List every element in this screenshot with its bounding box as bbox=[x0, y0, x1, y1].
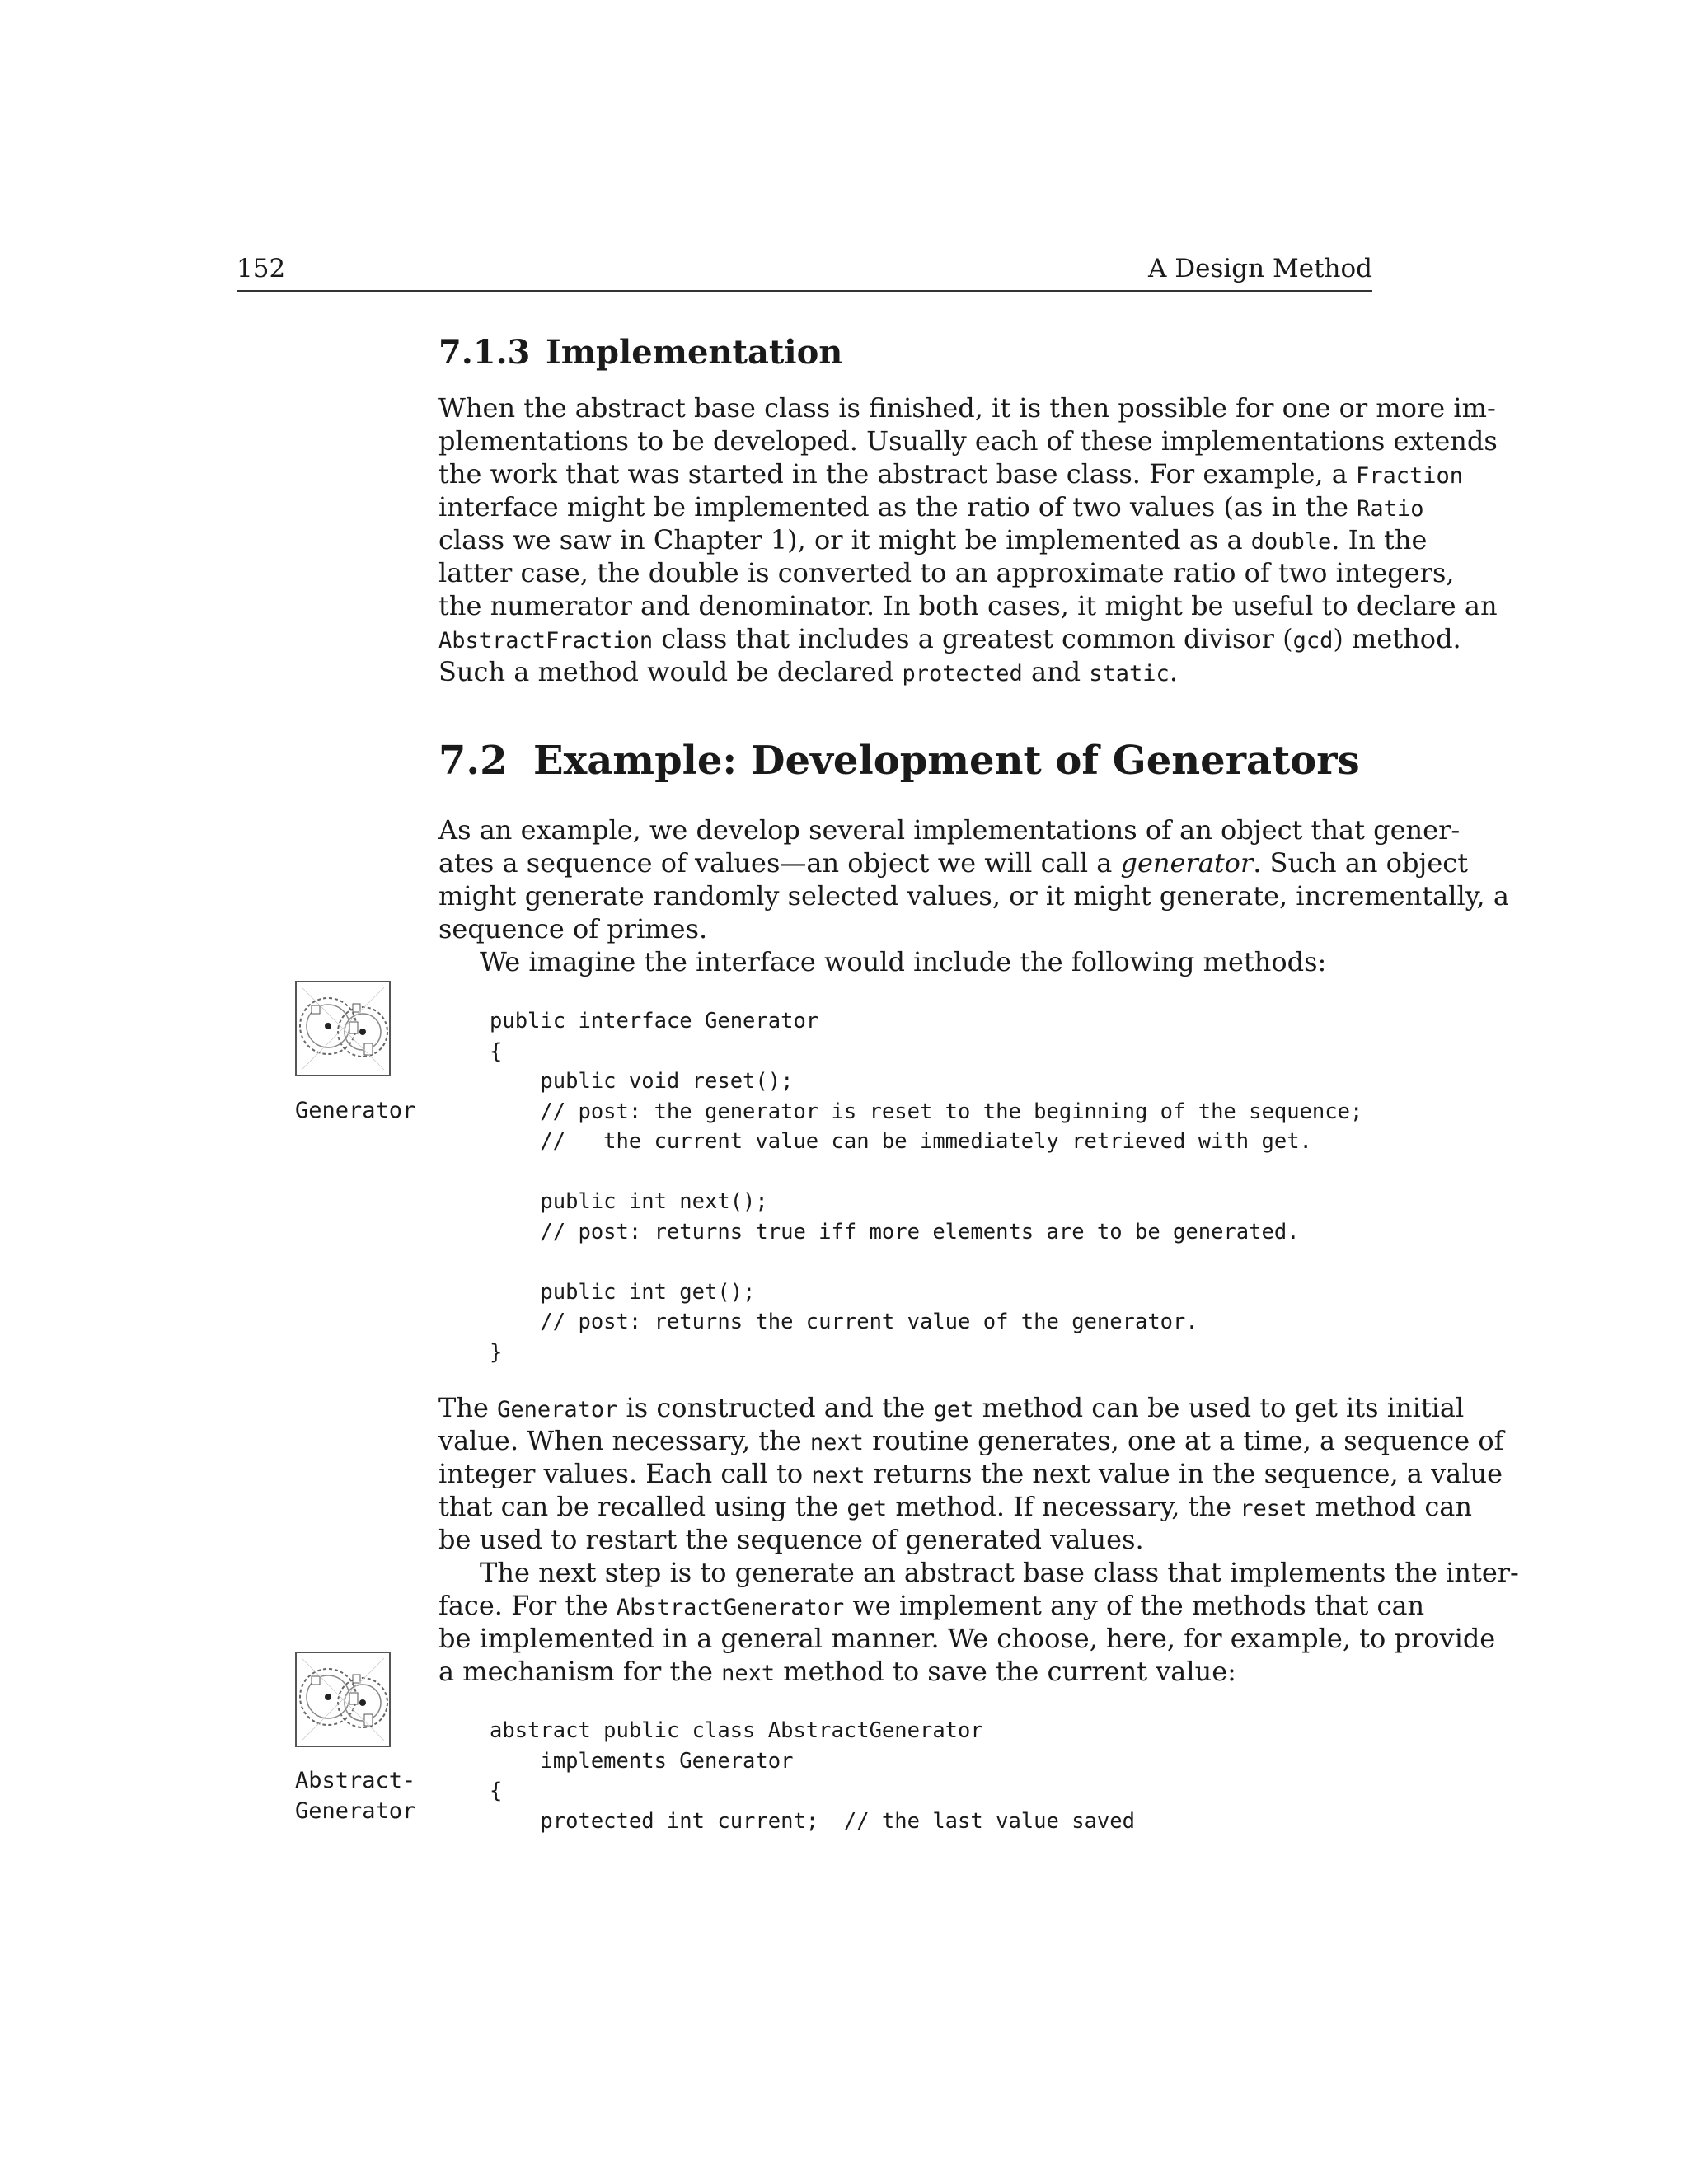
inline-code: gcd bbox=[1292, 628, 1334, 654]
text-line bbox=[438, 1490, 1472, 1523]
text-run: we implement any of the methods that can bbox=[844, 1590, 1425, 1621]
text-run: method can bbox=[1306, 1491, 1472, 1522]
inline-code: Fraction bbox=[1355, 463, 1464, 489]
inline-code: double bbox=[1250, 529, 1332, 555]
text-line bbox=[438, 490, 1424, 523]
text-run: might generate randomly selected values, or it might generate, incrementally, a bbox=[438, 880, 1509, 912]
text-line bbox=[438, 879, 1509, 912]
subsection-title: Implementation bbox=[546, 333, 843, 372]
text-run: . In the bbox=[1331, 524, 1428, 555]
code-line: // the current value can be immediately retrieved with get. bbox=[490, 1129, 1312, 1154]
text-line bbox=[438, 556, 1455, 589]
inline-code: Generator bbox=[497, 1397, 618, 1422]
text-line bbox=[438, 846, 1469, 879]
inline-code: Ratio bbox=[1357, 496, 1424, 522]
code-line: implements Generator bbox=[490, 1748, 794, 1774]
text-run: is constructed and the bbox=[617, 1392, 934, 1423]
text-run: When the abstract base class is finished, it is then possible for one or more im- bbox=[438, 392, 1496, 424]
text-run: the work that was started in the abstract base class. For example, a bbox=[438, 458, 1356, 490]
text-run: method. If necessary, the bbox=[887, 1491, 1240, 1522]
text-run: . Such an object bbox=[1253, 847, 1469, 879]
abstract-generator-code bbox=[490, 1716, 1135, 1836]
inline-code: get bbox=[846, 1496, 888, 1521]
text-run: ates a sequence of values—an object we will call a bbox=[438, 847, 1121, 879]
text-line bbox=[438, 622, 1461, 655]
code-line: // post: returns true iff more elements are to be generated. bbox=[490, 1219, 1300, 1244]
code-line bbox=[490, 1157, 1362, 1188]
text-line bbox=[438, 1622, 1496, 1655]
implementation-paragraph bbox=[438, 391, 1498, 688]
section-heading bbox=[438, 738, 1360, 784]
text-run: We imagine the interface would include the following methods: bbox=[480, 946, 1327, 977]
text-line bbox=[438, 1556, 1519, 1589]
text-run: interface might be implemented as the ratio of two values (as in the bbox=[438, 491, 1357, 523]
code-line: public interface Generator bbox=[490, 1009, 819, 1033]
subsection-heading bbox=[438, 333, 842, 372]
text-run: method can be used to get its initial bbox=[973, 1392, 1465, 1423]
inline-code: AbstractGenerator bbox=[616, 1595, 845, 1620]
generators-intro-paragraph bbox=[438, 813, 1509, 978]
code-line bbox=[490, 1247, 1362, 1277]
text-line bbox=[438, 1457, 1503, 1490]
text-run: that can be recalled using the bbox=[438, 1491, 847, 1522]
text-run: method to save the current value: bbox=[775, 1656, 1236, 1687]
text-run: be implemented in a general manner. We choose, here, for example, to provide bbox=[438, 1623, 1496, 1654]
inline-code: next bbox=[811, 1463, 865, 1488]
code-line: public int get(); bbox=[490, 1279, 756, 1305]
generator-gear-icon bbox=[295, 981, 391, 1076]
text-run: class that includes a greatest common divisor ( bbox=[653, 623, 1293, 654]
section-number: 7.2 bbox=[438, 738, 508, 784]
text-run: integer values. Each call to bbox=[438, 1458, 812, 1489]
running-header-title: A Design Method bbox=[1148, 254, 1372, 284]
text-run: Such a method would be declared bbox=[438, 656, 903, 687]
text-run: routine generates, one at a time, a sequence of bbox=[863, 1425, 1504, 1456]
text-run: the numerator and denominator. In both cases, it might be useful to declare an bbox=[438, 590, 1498, 621]
text-line bbox=[438, 523, 1428, 556]
text-line bbox=[438, 1523, 1372, 1556]
text-run: plementations to be developed. Usually each of these implementations extends bbox=[438, 425, 1498, 457]
text-run: The bbox=[438, 1392, 498, 1423]
text-run: As an example, we develop several implementations of an object that gener- bbox=[438, 814, 1461, 846]
inline-code: next bbox=[809, 1430, 864, 1455]
code-line: public int next(); bbox=[490, 1189, 768, 1214]
text-line bbox=[438, 1391, 1465, 1424]
text-line bbox=[438, 945, 1372, 978]
inline-code: protected bbox=[902, 661, 1023, 687]
text-run: class we saw in Chapter 1), or it might be implemented as a bbox=[438, 524, 1251, 555]
page-number: 152 bbox=[237, 254, 286, 284]
text-run: sequence of primes. bbox=[438, 913, 708, 944]
inline-code: AbstractFraction bbox=[438, 628, 654, 654]
text-line bbox=[438, 1655, 1372, 1688]
code-line: } bbox=[490, 1339, 503, 1365]
inline-code: static bbox=[1089, 661, 1170, 687]
code-line: // post: returns the current value of the generator. bbox=[490, 1310, 1198, 1334]
text-run: value. When necessary, the bbox=[438, 1425, 810, 1456]
abstract-generator-gear-icon bbox=[295, 1652, 391, 1747]
subsection-number: 7.1.3 bbox=[438, 333, 531, 372]
inline-code: next bbox=[721, 1661, 776, 1686]
code-line: // post: the generator is reset to the beginning of the sequence; bbox=[490, 1099, 1363, 1124]
text-run: ) method. bbox=[1333, 623, 1461, 654]
text-run: returns the next value in the sequence, a value bbox=[865, 1458, 1503, 1489]
text-run: a mechanism for the bbox=[438, 1656, 722, 1687]
text-run: latter case, the double is converted to an approximate ratio of two integers, bbox=[438, 557, 1455, 588]
abstract-label-line-1: Abstract- bbox=[295, 1768, 416, 1793]
section-title: Example: Development of Generators bbox=[533, 738, 1360, 784]
text-line bbox=[438, 1424, 1504, 1457]
abstract-label-line-2: Generator bbox=[295, 1798, 416, 1824]
generator-interface-code bbox=[490, 1006, 1362, 1367]
text-line bbox=[438, 589, 1498, 622]
text-run: face. For the bbox=[438, 1590, 617, 1621]
text-line bbox=[438, 1589, 1425, 1622]
code-line: protected int current; // the last value saved bbox=[490, 1808, 1135, 1834]
header-rule bbox=[237, 290, 1372, 292]
abstract-generator-margin-label bbox=[295, 1765, 415, 1826]
text-line bbox=[438, 813, 1461, 846]
text-line bbox=[438, 457, 1464, 490]
text-run: . bbox=[1169, 656, 1178, 687]
code-line: { bbox=[490, 1779, 503, 1803]
text-line bbox=[438, 391, 1496, 424]
text-line bbox=[438, 655, 1372, 688]
text-line bbox=[438, 424, 1498, 457]
text-run: The next step is to generate an abstract base class that implements the inter- bbox=[480, 1557, 1519, 1588]
generator-margin-label: Generator bbox=[295, 1098, 416, 1123]
inline-code: get bbox=[933, 1397, 974, 1422]
text-line bbox=[438, 912, 1372, 945]
code-line: { bbox=[490, 1038, 503, 1064]
inline-code: reset bbox=[1240, 1496, 1307, 1521]
generators-body-paragraph bbox=[438, 1391, 1519, 1688]
code-line: abstract public class AbstractGenerator bbox=[490, 1718, 983, 1743]
emphasis: generator bbox=[1120, 847, 1254, 879]
text-run: be used to restart the sequence of generated values. bbox=[438, 1524, 1144, 1555]
code-line: public void reset(); bbox=[490, 1069, 794, 1094]
text-run: and bbox=[1022, 656, 1090, 687]
